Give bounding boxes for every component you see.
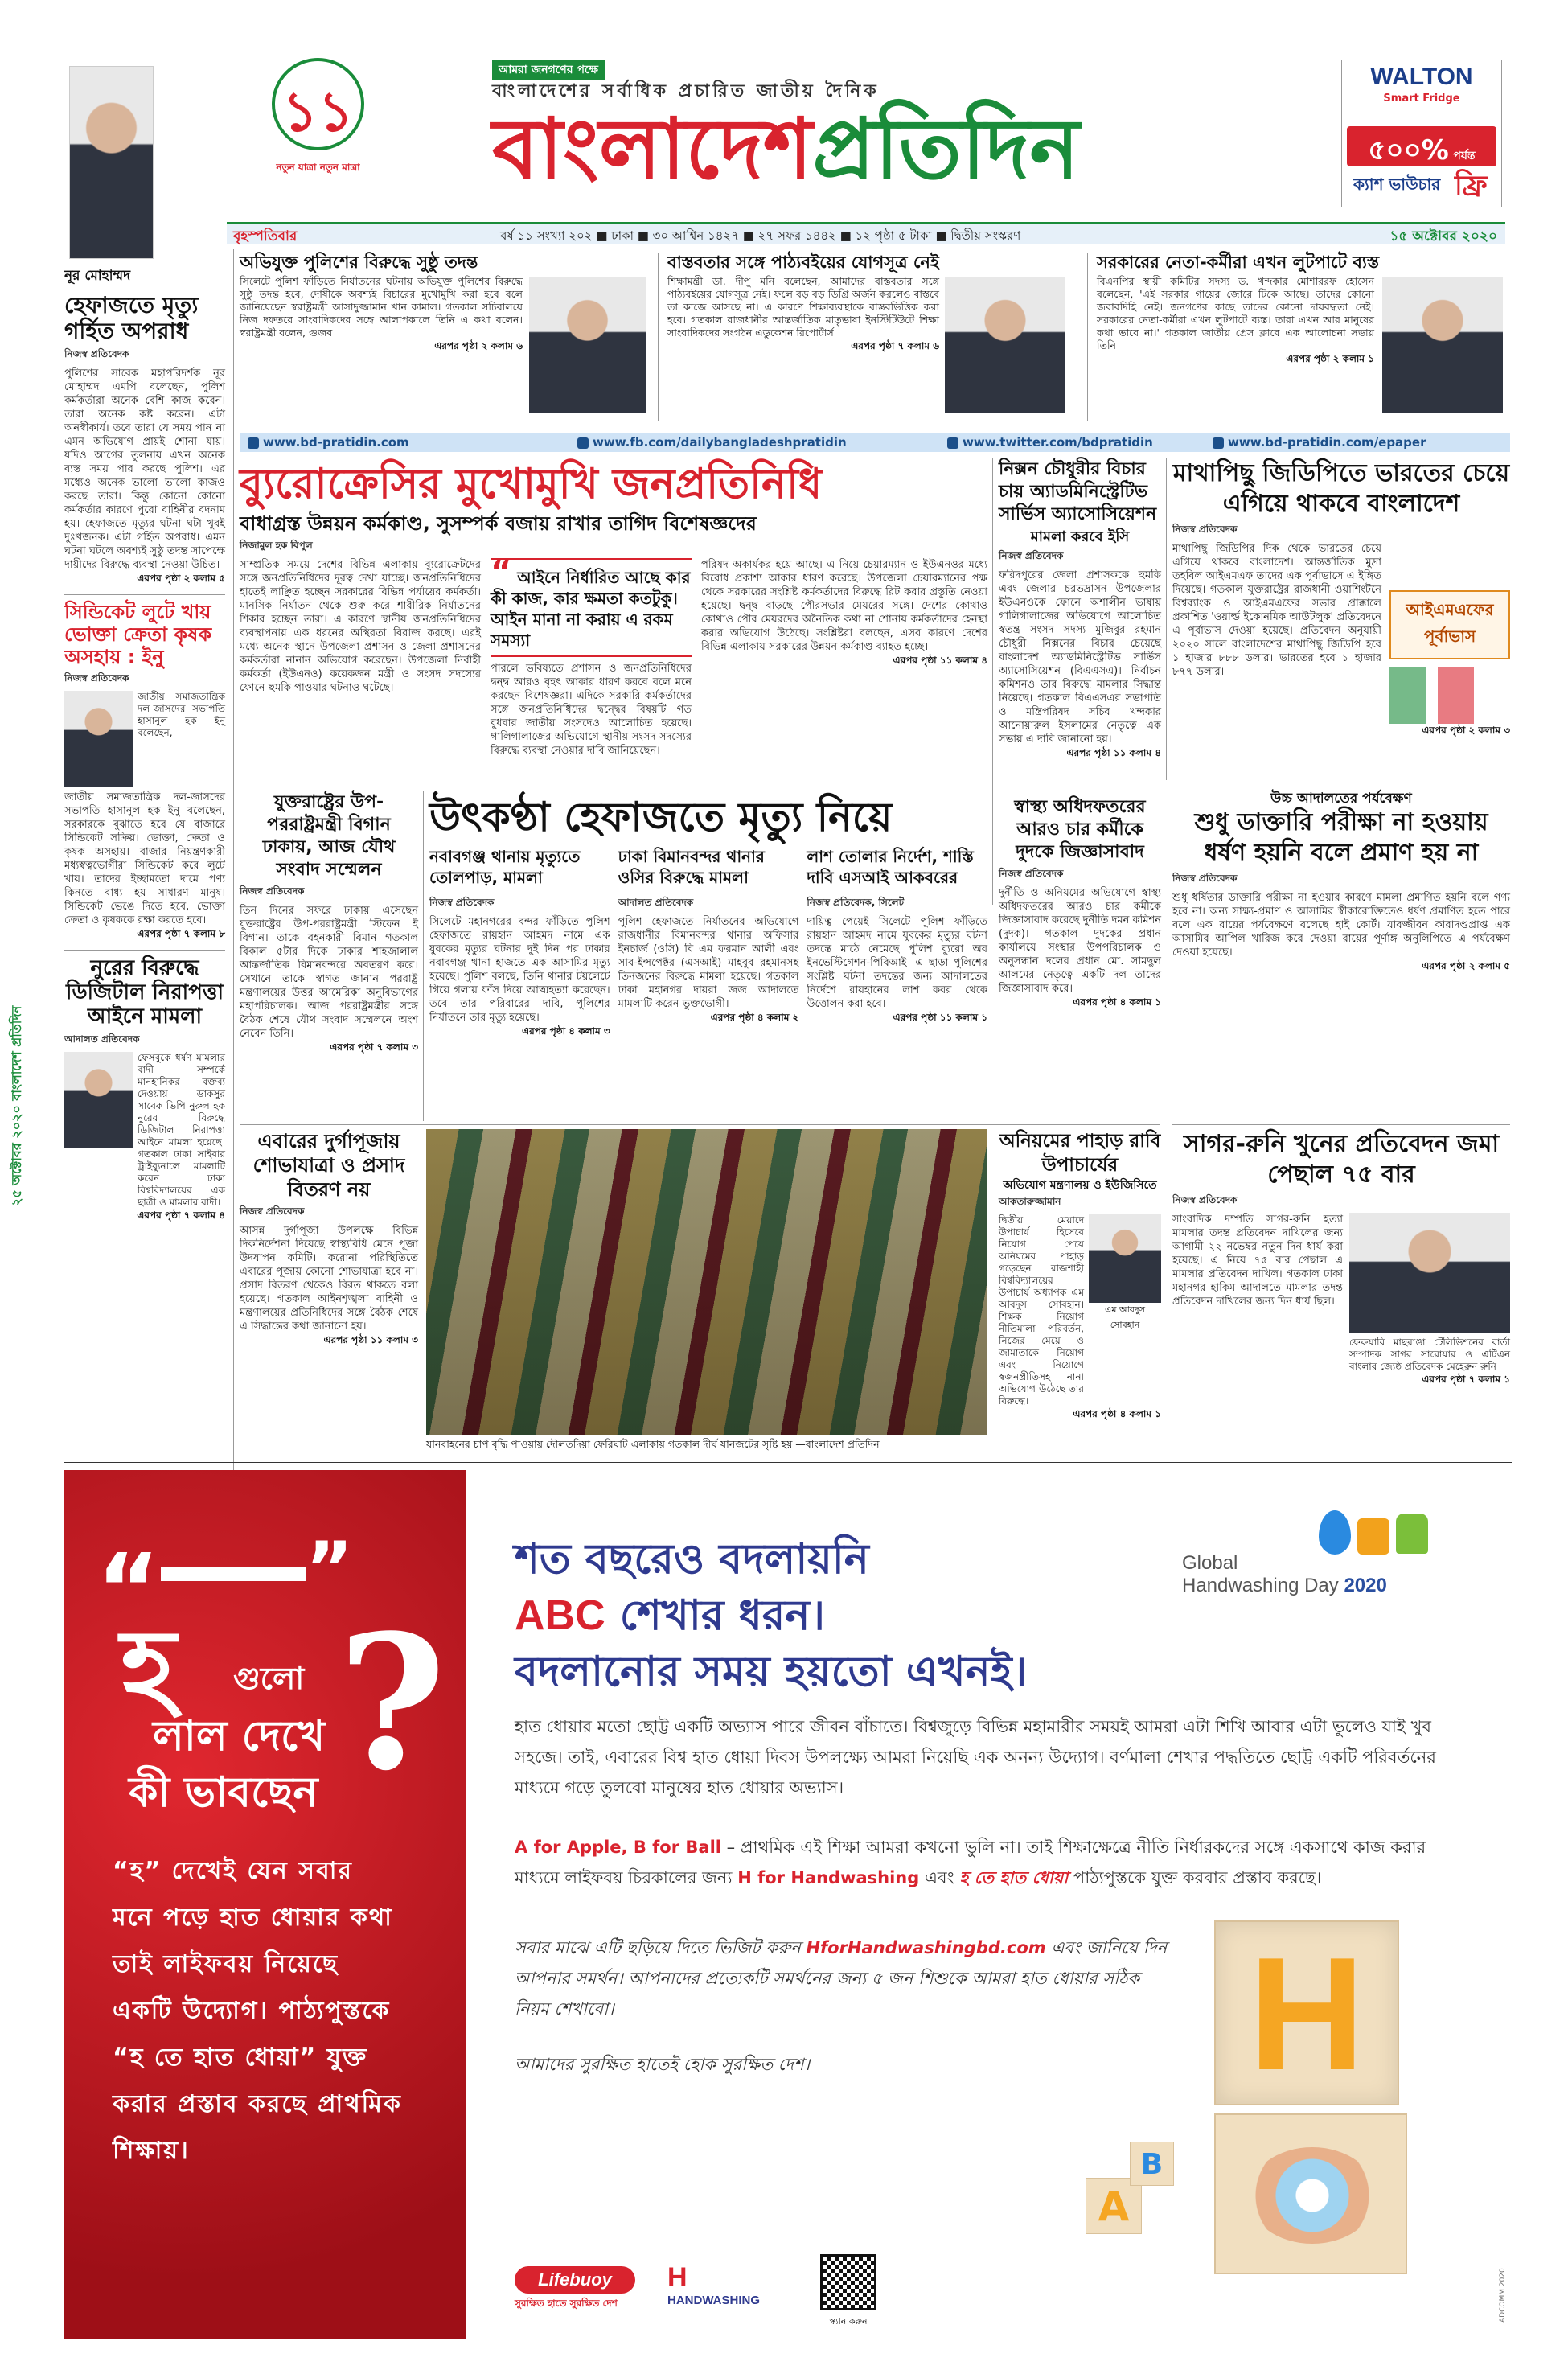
ad-paragraph-3-text: সবার মাঝে এটি ছড়িয়ে দিতে ভিজিট করুন — [515, 1938, 807, 1957]
story-sagar[interactable] — [1172, 1129, 1510, 1455]
ad-qline2: লাল দেখে — [153, 1712, 326, 1760]
story-byline: আকতারুজ্জামান — [999, 1196, 1061, 1208]
ad-big-letter: হ — [121, 1605, 176, 1728]
story-chowdhury-title: নিক্সন চৌধুরীর বিচার চায় অ্যাডমিনিস্ট্রেটিভ সার্ভিস অ্যাসোসিয়েশন — [999, 459, 1157, 524]
divider — [64, 1462, 1512, 1463]
tagline-top: আমরা জনগণের পক্ষে — [492, 60, 605, 80]
lead-text-3: পারলে ভবিষ্যতে প্রশাসন ও জনপ্রতিনিধিদের দ্বন্দ্ব আরও বৃহৎ আকার ধারণ করবে বলে মনে করছেন বিশেষজ্ঞরা। এদিকে সরকারি কর্মকর্তাদের সঙ্গে জনপ্রতিনিধিদের দ্বন্দ্বের বিষয়টি গত বুধবার জাতীয় সংসদেও আলোচিত হয়েছে। গালিগালাজের অভিযোগে স্থানীয় সংসদ সদস্যের বিরুদ্ধে ব্যবস্থা নেওয়ার দাবি জানিয়েছেন। — [491, 662, 692, 757]
issue-info: বর্ষ ১১ সংখ্যা ২০২ ■ ঢাকা ■ ৩০ আশ্বিন ১৪২৭ ■ ২৭ সফর ১৪৪২ ■ ১২ পৃষ্ঠা ৫ টাকা ■ দ্বিতীয় সংস্করণ — [500, 228, 1021, 243]
continuation: এরপর পৃষ্ঠা ২ কলাম ৫ — [1422, 959, 1510, 971]
story-durga[interactable] — [240, 1129, 418, 1455]
story-hefazat[interactable] — [429, 791, 987, 1121]
lead-subtitle: বাধাগ্রস্ত উন্নয়ন কর্মকাণ্ড, সুসম্পর্ক বজায় রাখার তাগিদ বিশেষজ্ঞদের — [240, 512, 757, 535]
story-byline: নিজস্ব প্রতিবেদক — [64, 672, 129, 684]
website-link[interactable] — [248, 435, 409, 450]
ad-paragraph-2-mid: এবং — [919, 1868, 960, 1887]
story-health-text: দুর্নীতি ও অনিয়মের অভিযোগে স্বাস্থ্য অধিদফতরের আরও চার কর্মীকে জিজ্ঞাসাবাদ করেছে দুর্নীতি দমন কমিশন (দুদক)। গতকাল দুদকের প্রধান কার্যালয়ে সংস্থার উপপরিচালক ও অনুসন্ধান দলের প্রধান মো. সামছুল আলমের নেতৃত্বে একটি দল তাদের জিজ্ঞাসাবাদ করে। — [999, 887, 1161, 995]
continuation: এরপর পৃষ্ঠা ১১ কলাম ১ — [893, 1012, 988, 1023]
story-court-kicker: উচ্চ আদালতের পর্যবেক্ষণ — [1270, 791, 1412, 807]
story-byline: নিজস্ব প্রতিবেদক — [429, 897, 495, 908]
continuation: এরপর পৃষ্ঠা ৭ কলাম ৮ — [137, 928, 225, 940]
ghd-year: 2020 — [1344, 1575, 1387, 1596]
lead-byline: নিজামুল হক বিপুল — [240, 539, 313, 551]
walton-ad[interactable] — [1341, 60, 1502, 207]
story-byline: নিজস্ব প্রতিবেদক — [64, 348, 129, 360]
story-health-title: স্বাস্থ্য অধিদফতরের আরও চার কর্মীকে দুদকে জিজ্ঞাসাবাদ — [1014, 797, 1146, 862]
water-drop-icon — [1319, 1510, 1351, 1555]
photo-caption: যানবাহনের চাপ বৃদ্ধি পাওয়ায় দৌলতদিয়া ফেরিঘাট এলাকায় গতকাল দীর্ঘ যানজটের সৃষ্টি হয় —বাংলাদেশ প্রতিদিন — [426, 1438, 880, 1450]
ad-headline-2-rest: শেখার ধরন। — [619, 1592, 825, 1640]
gdp-chart-icon — [1389, 667, 1510, 724]
ghd-line1: Global — [1182, 1552, 1238, 1574]
top-strip — [240, 253, 1510, 428]
story-hefazat-text-3: দায়িত্ব পেয়েই সিলেটে পুলিশ ফাঁড়িতে রায়হান আহমদ নামে যুবকের মৃত্যুর ঘটনা তদন্তে মাঠে নেমেছে পুলিশ ব্যুরো অব ইনভেস্টিগেশন-পিবিআই। এ ছাড়া পুলিশের সংশ্লিষ্ট ঘটনা তদন্তের জন্য আদালতের নির্দেশে রায়হানের লাশ কবর থেকে উত্তোলন করা হবে। — [807, 916, 988, 1010]
ghd-line2-text: Handwashing Day — [1182, 1575, 1339, 1596]
divider — [658, 253, 659, 421]
divider — [1087, 253, 1088, 421]
top-story-text: বিএনপির স্থায়ী কমিটির সদস্য ড. খন্দকার মোশাররফ হোসেন বলেছেন, 'এই সরকার গায়ের জোরে টিকে আছে। তাদের কোনো জবাবদিহি নেই। জনগণের কাছে তাদের কোনো দায়বদ্ধতা নেই। সরকারের নেতা-কর্মীরা এখন লুটপাটে ব্যস্ত। তারা এখন আর মানুষের কথা ভাবে না।' গতকাল জাতীয় প্রেস ক্লাবে এক আলোচনা সভায় তিনি — [1097, 275, 1374, 352]
qr-code[interactable] — [820, 2254, 876, 2310]
twitter-link-text: www.twitter.com/bdpratidin — [963, 435, 1153, 450]
imf-badge-text: আইএমএফের পূর্বাভাস — [1406, 600, 1494, 646]
tagline: বাংলাদেশের সর্বাধিক প্রচারিত জাতীয় দৈনিক — [492, 81, 880, 101]
top-story-1[interactable] — [240, 253, 650, 425]
story-court-text: শুধু ধর্ষিতার ডাক্তারি পরীক্ষা না হওয়ার কারণে মামলা প্রমাণিত হয়নি বলে গণ্য হবে না। অন্য সাক্ষ্য-প্রমাণ ও আসামির স্বীকারোক্তিতেও ধর্ষণ প্রমাণিত হতে পারে বলে এক রায়ের পর্যবেক্ষণে বলেছে হাই কোর্ট। যাবজ্জীবন কারাদণ্ডপ্রাপ্ত এক আসামির আপিল খারিজ করে দেওয়া রায়ের পূর্ণাঙ্গ অনুলিপিতে এ পর্যবেক্ষণ দেওয়া হয়েছে। — [1172, 891, 1510, 959]
lead-story[interactable] — [240, 458, 987, 780]
story-gdp-title: মাথাপিছু জিডিপিতে ভারতের চেয়ে এগিয়ে থাকবে বাংলাদেশ — [1172, 459, 1510, 518]
continuation: এরপর পৃষ্ঠা ৪ কলাম ১ — [1073, 1408, 1161, 1420]
globe-icon — [248, 437, 259, 449]
soap-icon — [1357, 1518, 1389, 1555]
ad-closing-quote: ” — [306, 1526, 354, 1611]
author-photo — [69, 66, 154, 259]
handwashing-logo[interactable] — [667, 2262, 788, 2307]
hand-icon — [1396, 1514, 1428, 1554]
walton-voucher: ক্যাশ ভাউচার — [1353, 175, 1441, 194]
ad-paragraph-2-text: – প্রাথমিক এই শিক্ষা আমরা কখনো ভুলি না। তাই শিক্ষাক্ষেত্রে নীতি নির্ধারকদের সঙ্গে একসাথে কাজ করার মাধ্যমে লাইফবয় চিরকালের জন্য — [515, 1838, 1426, 1887]
story-usa-text: তিন দিনের সফরে ঢাকায় এসেছেন যুক্তরাষ্ট্রের উপ-পররাষ্ট্রমন্ত্রী স্টিফেন ই বিগান। তাকে বহনকারী বিমান গতকাল বিকাল ৫টার দিকে ঢাকার শাহজালাল আন্তর্জাতিক বিমানবন্দরে অবতরণ করে। সেখানে তাকে স্বাগত জানান পররাষ্ট্র মন্ত্রণালয়ের উত্তর আমেরিকা অনুবিভাগের মহাপরিচালক। আজ পররাষ্ট্রমন্ত্রীর সঙ্গে বৈঠক শেষে যৌথ সংবাদ সম্মেলনে অংশ নেবেন তিনি। — [240, 905, 418, 1040]
date-bar — [227, 222, 1505, 244]
walton-product: Smart Fridge — [1383, 92, 1460, 105]
ad-paragraph-1: হাত ধোয়ার মতো ছোট্ট একটি অভ্যাস পারে জীবন বাঁচাতে। বিশ্বজুড়ে বিভিন্ন মহামারীর সময়ই আমরা এটা শিখি আবার এটা ভুলেও যাই খুব সহজে। তাই, এবারের বিশ্ব হাত ধোয়া দিবস উপলক্ষ্যে আমরা নিয়েছি এক অনন্য উদ্যোগ। বর্ণমালা শেখার পদ্ধতিতে ছোট্ট একটি পরিবর্তনের মাধ্যমে গড়ে তুলবো মানুষের হাত ধোয়ার অভ্যাস। — [515, 1717, 1436, 1797]
bnp-leader-photo — [1382, 277, 1503, 413]
story-hefazat-sub2: ঢাকা বিমানবন্দর থানার ওসির বিরুদ্ধে মামলা — [618, 847, 765, 887]
ad-paragraph-3-end: এবং জানিয়ে দিন আপনার সমর্থন। আপনাদের প্রত্যেকটি সমর্থনের জন্য ৫ জন শিশুকে আমরা হাত ধোয়ার সঠিক নিয়ম শেখাবো। — [515, 1938, 1168, 2019]
story-chowdhury-text: ফরিদপুরের জেলা প্রশাসককে হুমকি এবং জেলার চরভদ্রাসন উপজেলার ইউএনওকে ফোনে অশালীন ভাষায় গালিগালাজের অভিযোগে আলোচিত স্বতন্ত্র সংসদ সদস্য মুজিবুর রহমান চৌধুরী নিক্সনের বিচার চেয়েছে বাংলাদেশ অ্যাডমিনিস্ট্রেটিভ সার্ভিস অ্যাসোসিয়েশন (বিএএসএ)। নির্বাচন কমিশনও তার বিরুদ্ধে মামলার সিদ্ধান্ত নিয়েছে। গতকাল বিএএসএর সভাপতি ও মন্ত্রিপরিষদ সচিব খন্দকার আনোয়ারুল ইসলামের নেতৃত্বে এক সভায় এ দাবি জানানো হয়। — [999, 569, 1161, 745]
lead-quote — [491, 553, 692, 657]
story-byline: নিজস্ব প্রতিবেদক, সিলেট — [807, 897, 905, 908]
lead-title: ব্যুরোক্রেসির মুখোমুখি জনপ্রতিনিধি — [240, 459, 823, 508]
story-health[interactable] — [999, 796, 1161, 1118]
story-hefazat-sub1: নবাবগঞ্জ থানায় মৃত্যুতে তোলপাড়, মামলা — [429, 847, 581, 887]
ad-paragraph-2-end: পাঠ্যপুস্তকে যুক্ত করবার প্রস্তাব করছে। — [1068, 1868, 1322, 1887]
author-name: নূর মোহাম্মদ — [64, 268, 131, 284]
continuation: এরপর পৃষ্ঠা ৭ কলাম ১ — [1422, 1374, 1510, 1385]
global-handwashing-day-logo — [1182, 1510, 1447, 1607]
continuation: এরপর পৃষ্ঠা ১১ কলাম ৪ — [893, 654, 987, 666]
anniversary-caption: নতুন যাত্রা নতুন মাত্রা — [276, 162, 360, 173]
nur-photo — [64, 1052, 133, 1148]
continuation: এরপর পৃষ্ঠা ১১ কলাম ৪ — [1066, 746, 1161, 758]
story-hefazat-text-2: পুলিশ হেফাজতে নির্যাতনের অভিযোগে রাজধানীর বিমানবন্দর থানার অফিসার ইনচার্জ (ওসি) বি এম ফরমান আলী এবং সাব-ইন্সপেক্টর (এসআই) মাহবুব রহমানসহ তিনজনের বিরুদ্ধে মামলা হয়েছে। গতকাল ঢাকা মহানগর দায়রা জজ আদালতে মামলাটি করেন ভুক্তভোগী। — [618, 916, 799, 1010]
epaper-icon — [1213, 437, 1224, 449]
story-syndicate-text: জাতীয় সমাজতান্ত্রিক দল-জাসদের সভাপতি হাসানুল হক ইনু বলেছেন, সরকারকে বুঝাতে হবে যে বাজারে সিন্ডিকেট সক্রিয়। ভোক্তা, ক্রেতা ও কৃষক অসহায়। বাজার নিয়ন্ত্রণকারী মধ্যস্বত্বভোগীরা সিন্ডিকেট করে লুটে খায়। তাদের ইচ্ছামতো দামে পণ্য কিনতে বাধ্য হয় সাধারণ মানুষ। সিন্ডিকেট ভেঙে দিতে হবে, ভোক্তা ক্রেতা ও কৃষককে রক্ষা করতে হবে। — [64, 791, 225, 927]
web-strip — [240, 433, 1510, 452]
continuation: এরপর পৃষ্ঠা ৪ কলাম ১ — [1073, 996, 1161, 1008]
facebook-icon — [577, 437, 589, 449]
continuation: এরপর পৃষ্ঠা ২ কলাম ১ — [1286, 353, 1374, 365]
website-link-text: www.bd-pratidin.com — [263, 435, 409, 450]
inu-photo — [64, 691, 133, 787]
story-byline: নিজস্ব প্রতিবেদক — [999, 549, 1064, 561]
continuation: এরপর পৃষ্ঠা ৪ কলাম ২ — [710, 1012, 799, 1023]
story-nur-text: ফেসবুকে ধর্ষণ মামলার বাদী সম্পর্কে মানহানিকর বক্তব্য দেওয়ায় ডাকসুর সাবেক ভিপি নুরুল হক নুরের বিরুদ্ধে ডিজিটাল নিরাপত্তা আইনে মামলা হয়েছে। গতকাল ঢাকা সাইবার ট্রাইব্যুনালে মামলাটি করেন ঢাকা বিশ্ববিদ্যালয়ের এক ছাত্রী ও মামলার বাদী। — [138, 1051, 225, 1208]
walton-offer-suffix: পর্যন্ত — [1453, 150, 1476, 162]
divider — [1172, 1124, 1510, 1125]
quote-mark-icon: “ — [491, 553, 512, 591]
soapy-hands-icon — [1248, 2147, 1377, 2244]
vc-caption: এম আবদুস সোবহান — [1105, 1304, 1145, 1331]
story-sagar-title: সাগর-রুনি খুনের প্রতিবেদন জমা পেছাল ৭৫ বার — [1183, 1130, 1500, 1189]
ad-qline3: কী ভাবছেন — [129, 1768, 318, 1817]
ad-h-te-hat-dhoya: হ তে হাত ধোয়া — [959, 1868, 1069, 1887]
lifebuoy-tagline: সুরক্ষিত হাতে সুরক্ষিত দেশ — [515, 2298, 618, 2309]
continuation: এরপর পৃষ্ঠা ৭ কলাম ৪ — [137, 1209, 225, 1221]
divider — [992, 458, 993, 905]
story-chowdhury[interactable] — [999, 458, 1161, 780]
walton-brand: WALTON — [1370, 64, 1473, 90]
paper-title-part2: প্রতিদিন — [812, 99, 1080, 198]
story-byline: আদালত প্রতিবেদক — [64, 1033, 140, 1045]
lifebuoy-brand: Lifebuoy — [515, 2266, 635, 2294]
ad-quote-mark: “ — [96, 1534, 160, 1646]
story-durga-title: এবারের দুর্গাপূজায় শোভাযাত্রা ও প্রসাদ বিতরণ নয় — [252, 1130, 405, 1201]
story-byline: নিজস্ব প্রতিবেদক — [999, 868, 1064, 879]
story-byline: নিজস্ব প্রতিবেদক — [1172, 524, 1238, 535]
story-nur-title[interactable]: নুরের বিরুদ্ধে ডিজিটাল নিরাপত্তা আইনে মামলা — [66, 956, 224, 1029]
top-story-text: সিলেটে পুলিশ ফাঁড়িতে নির্যাতনের ঘটনায় অভিযুক্ত পুলিশের বিরুদ্ধে সুষ্ঠু তদন্ত হবে, দোষীকে অবশ্যই বিচারের মুখোমুখি করা হবে বলে জানিয়েছেন স্বরাষ্ট্রমন্ত্রী আসাদুজ্জামান খান কামাল। গতকাল সচিবালয়ে নিজ দফতরে সাংবাদিকদের সঙ্গে আলাপকালে তিনি এ কথা বলেন। স্বরাষ্ট্রমন্ত্রী বলেন, গুজব — [240, 275, 523, 339]
facebook-link-text: www.fb.com/dailybangladeshpratidin — [593, 435, 847, 450]
ad-main-panel — [466, 1470, 1512, 2339]
wooden-cube-hands — [1214, 2113, 1407, 2274]
continuation: এরপর পৃষ্ঠা ২ কলাম ৩ — [1422, 725, 1510, 736]
lead-text-1: সাম্প্রতিক সময়ে দেশের বিভিন্ন এলাকায় ব্যুরোক্রেটদের সঙ্গে জনপ্রতিনিধিদের দূরত্ব দেখা যাচ্ছে। জনপ্রতিনিধিদের হাতেই লাঞ্ছিত হচ্ছেন সরকারের বিভিন্ন পর্যায়ের কর্মকর্তা। মানসিক নির্যাতন থেকে শুরু করে শারীরিক নির্যাতনের শিকার হচ্ছেন তারা। এ কারণে স্থানীয় জনপ্রতিনিধিদের ব্যবস্থাপনায় এক ধরনের অস্থিরতা বিরাজ করছে। এরই মধ্যে অনেক স্থানে উপজেলা প্রশাসন ও জেলা প্রশাসনের কর্মকর্তারা নানান অভিযোগ করেছেন। উপজেলা নির্বাহী কর্মকর্তা (ইউএনও) কয়েকজন মন্ত্রী ও সংসদ সদস্যের ফোনে হুমকি পাওয়ার ঘটনাও ঘটেছে। — [240, 558, 481, 694]
story-chowdhury-subtitle: মামলা করবে ইসি — [1030, 528, 1130, 545]
story-hefazat-sub3: লাশ তোলার নির্দেশ, শাস্তি দাবি এসআই আকবরের — [807, 847, 974, 887]
top-story-2[interactable] — [667, 253, 1077, 425]
continuation: এরপর পৃষ্ঠা ৭ কলাম ৬ — [851, 340, 939, 352]
story-syndicate-title[interactable]: সিন্ডিকেট লুটে খায় ভোক্তা ক্রেতা কৃষক অসহায় : ইনু — [64, 601, 212, 668]
epaper-link[interactable] — [1213, 435, 1426, 450]
imf-badge — [1389, 590, 1510, 659]
ad-website-link[interactable]: HforHandwashingbd.com — [806, 1938, 1046, 1957]
wooden-cube-h — [1214, 1920, 1399, 2105]
divider — [423, 791, 424, 1121]
continuation: এরপর পৃষ্ঠা ১১ কলাম ৩ — [323, 1334, 418, 1345]
education-minister-photo — [945, 277, 1065, 413]
cube-b-letter: B — [1140, 2148, 1164, 2181]
ad-red-panel — [64, 1470, 466, 2339]
twitter-link[interactable] — [947, 435, 1153, 450]
wooden-cube-b — [1130, 2142, 1174, 2186]
ad-side-code: ADCOMM 2020 — [1499, 2268, 1507, 2323]
masthead — [0, 0, 1568, 221]
top-story-title: অভিযুক্ত পুলিশের বিরুদ্ধে সুষ্ঠু তদন্ত — [240, 253, 478, 272]
ad-paragraph-3 — [515, 1932, 1174, 2024]
story-byline: নিজস্ব প্রতিবেদক — [1172, 872, 1238, 884]
ad-abc: ABC — [515, 1592, 605, 1639]
ghd-line2 — [1182, 1575, 1387, 1597]
top-story-text: শিক্ষামন্ত্রী ডা. দীপু মনি বলেছেন, আমাদের বাস্তবতার সঙ্গে পাঠ্যবইয়ের যোগসূত্র নেই। ফলে বড় বড় ডিগ্রি অর্জন করলেও বাস্তবে তা কাজে আসছে না। এ কারণে শিক্ষাব্যবস্থাকে বাস্তবভিত্তিক করা হবে। গতকাল রাজধানীর আন্তর্জাতিক মাতৃভাষা ইনস্টিটিউটে শিক্ষা সাংবাদিকদের সংগঠন এডুকেশন রিপোর্টার্স — [667, 275, 939, 339]
top-story-title: বাস্তবতার সঙ্গে পাঠ্যবইয়ের যোগসূত্র নেই — [667, 253, 939, 272]
walton-offer-value: ৫০০% — [1368, 134, 1449, 166]
minister-photo — [529, 277, 646, 413]
ad-headline-1: শত বছরেও বদলায়নি — [515, 1535, 869, 1583]
anniversary-logo — [256, 58, 380, 187]
story-hefazat-text-1: সিলেটে মহানগরের বন্দর ফাঁড়িতে পুলিশ হেফাজতে রায়হান আহমদ নামে এক যুবকের মৃত্যুর ঘটনার দুই দিন পর ঢাকার নবাবগঞ্জ থানা হাজতে এক আসামির মৃত্যু হয়েছে। পুলিশ বলছে, তিনি থানার টয়লেটে গিয়ে গলায় ফাঁস দিয়ে আত্মহত্যা করেছেন। তবে তার পরিবারের দাবি, পুলিশের নির্যাতনে তার মৃত্যু হয়েছে। — [429, 916, 610, 1024]
twitter-icon — [947, 437, 958, 449]
ad-qline1: গুলো — [233, 1661, 305, 1696]
ad-headline-3: বদলানোর সময় হয়তো এখনই। — [515, 1648, 1028, 1696]
story-hefazat-crime-text: পুলিশের সাবেক মহাপরিদর্শক নূর মোহাম্মদ এমপি বলেছেন, পুলিশ কর্মকর্তারা অনেক বেশি কাজ করেন। তারা অনেক কষ্ট করেন। এটা অনস্বীকার্য। তবে তারা যে সময় পান না এমন অভিযোগ প্রায়ই শোনা যায়। যদিও আগের তুলনায় এখন অনেক ব্যস্ত সময় পার করছে পুলিশ। এর মধ্যেও অনেক ভালো ভালো কাজও করছে তারা। কিন্তু কোনো কোনো কর্মকর্তার কারণে পুরো বাহিনীর বদনাম হয়। হেফাজতে মৃত্যুর ঘটনা ঘটা খুবই দুঃখজনক। এটা গর্হিত অপরাধ। এমন ঘটনা ঘটলে অবশ্যই সুষ্ঠু তদন্ত সাপেক্ষে দায়ীদের বিরুদ্ধে ব্যবস্থা নেওয়া উচিত। — [64, 368, 225, 572]
ad-question-mark: ? — [338, 1595, 446, 1812]
story-sagar-text: সাংবাদিক দম্পতি সাগর-রুনি হত্যা মামলার তদন্ত প্রতিবেদন দাখিলের জন্য আগামী ২২ নভেম্বর নতুন দিন ধার্য করা হয়েছে। এ নিয়ে ৭৫ বার পেছাল এ মামলার প্রতিবেদন দাখিল। গতকাল ঢাকা মহানগর হাকিম আদালতে মামলার তদন্ত প্রতিবেদন দাখিলের জন্য দিন ধার্য ছিল। — [1172, 1214, 1343, 1308]
anniversary-number: ১১ — [282, 80, 354, 144]
story-hefazat-crime-title[interactable]: হেফাজতে মৃত্যু গর্হিত অপরাধ — [64, 292, 199, 345]
story-court[interactable] — [1172, 791, 1510, 1113]
story-rabi-text: দ্বিতীয় মেয়াদে উপাচার্য হিসেবে নিয়োগ পেয়ে অনিয়মের পাহাড় গড়েছেন রাজশাহী বিশ্ববিদ্যালয়ের উপাচার্য অধ্যাপক এম আবদুস সোবহান। শিক্ষক নিয়োগ নীতিমালা পরিবর্তন, নিজের মেয়ে ও জামাতাকে নিয়োগ এবং নিয়োগে স্বজনপ্রীতিসহ নানা অভিযোগ উঠেছে তার বিরুদ্ধে। — [999, 1214, 1084, 1407]
story-durga-text: আসন্ন দুর্গাপূজা উপলক্ষে বিভিন্ন দিকনির্দেশনা দিয়েছে স্বাস্থ্যবিধি মেনে পূজা উদযাপন কমিটি। করোনা পরিস্থিতিতে এবারের পূজায় কোনো শোভাযাত্রা হবে না। প্রসাদ বিতরণ থেকেও বিরত থাকতে বলা হয়েছে। গতকাল আইনশৃঙ্খলা বাহিনী ও মন্ত্রণালয়ের প্রতিনিধিদের সঙ্গে বৈঠক শেষে এ সিদ্ধান্তের কথা জানানো হয়। — [240, 1225, 418, 1333]
vc-photo — [1089, 1214, 1161, 1303]
story-byline: আদালত প্রতিবেদক — [618, 897, 694, 908]
continuation: এরপর পৃষ্ঠা ২ কলাম ৬ — [434, 340, 523, 352]
qr-caption: স্ক্যান করুন — [829, 2316, 868, 2327]
side-date-text: ২৫ অক্টোবর ২০২০ বাংলাদেশ প্রতিদিন — [9, 1005, 24, 1206]
sagar-photo-caption: ফেব্রুয়ারি মাছরাঙা টেলিভিশনের বার্তা সম্পাদক সাগর সারোয়ার ও এটিএন বাংলার জ্যেষ্ঠ প্রতিবেদক মেহেরুন রুনি — [1349, 1337, 1510, 1372]
lead-quote-text: আইনে নির্ধারিত আছে কার কী কাজ, কার ক্ষমতা কতটুকু। আইন মানা না করায় এ রকম সমস্যা — [491, 567, 691, 650]
cube-a-letter: A — [1098, 2183, 1130, 2230]
ad-left-paragraph: “হ” দেখেই যেন সবার মনে পড়ে হাত ধোয়ার কথা তাই লাইফবয় নিয়েছে একটি উদ্যোগ। পাঠ্যপুস্তকে “হ তে হাত ধোয়া” যুক্ত করার প্রস্তাব করছে প্রাথমিক শিক্ষায়। — [113, 1857, 402, 2165]
weekday: বৃহস্পতিবার — [233, 228, 298, 244]
continuation: এরপর পৃষ্ঠা ২ কলাম ৫ — [137, 573, 225, 585]
lifebuoy-ad[interactable] — [64, 1470, 1512, 2339]
story-rabi-title: অনিয়মের পাহাড় রাবি উপাচার্যের — [999, 1131, 1161, 1176]
lead-text-2: পরিষদ অকার্যকর হয়ে আছে। এ নিয়ে চেয়ারম্যান ও ইউএনওর মধ্যে বিরোধ প্রকাশ্য আকার ধারণ করেছে। উপজেলা চেয়ারম্যানের পক্ষ থেকে সরকারের সংশ্লিষ্ট কর্মকর্তাদের বিরুদ্ধে রিট করার প্রস্তুতি নেওয়া হয়েছে। দ্বন্দ্ব বাড়ছে পৌরসভার মেয়রের সঙ্গে। দেশের কোথাও কোথাও পৌর মেয়রদের অনৈতিক কথা না শোনায় কর্মকর্তাদের হেনস্থা করার অভিযোগ উঠেছে। সংশ্লিষ্টরা বলছেন, এসব কারণে দেশের বিভিন্ন এলাকায় সরকারের উন্নয়ন কর্মকাণ্ড ব্যাহত হচ্ছে। — [701, 558, 987, 653]
story-byline: নিজস্ব প্রতিবেদক — [240, 1205, 305, 1217]
sagar-runi-photo — [1349, 1213, 1510, 1333]
ad-paragraph-4: আমাদের সুরক্ষিত হাতেই হোক সুরক্ষিত দেশ। — [515, 2055, 811, 2074]
story-byline: নিজস্ব প্রতিবেদক — [1172, 1194, 1238, 1205]
ad-h-for-handwashing: H for Handwashing — [737, 1868, 920, 1887]
divider — [1166, 458, 1167, 780]
ad-apple-ball: A for Apple, B for Ball — [515, 1838, 721, 1857]
story-syndicate-text-a: জাতীয় সমাজতান্ত্রিক দল-জাসদের সভাপতি হাসানুল হক ইনু বলেছেন, — [138, 691, 225, 739]
walton-free: ফ্রি — [1455, 170, 1488, 202]
divider — [999, 1124, 1160, 1125]
story-byline: নিজস্ব প্রতিবেদক — [240, 885, 305, 897]
cube-h-letter: H — [1248, 1924, 1365, 2104]
ferry-ghat-photo — [426, 1129, 987, 1435]
top-story-3[interactable] — [1097, 253, 1508, 425]
story-court-title: শুধু ডাক্তারি পরীক্ষা না হওয়ায় ধর্ষণ হয়নি বলে প্রমাণ হয় না — [1194, 807, 1488, 867]
h-logo: H — [667, 2262, 688, 2293]
story-gdp-text: মাথাপিছু জিডিপির দিক থেকে ভারতের চেয়ে এগিয়ে থাকবে বাংলাদেশ। আন্তর্জাতিক মুদ্রা তহবিল আইএমএফ তাদের এক পূর্বাভাসে এ ইঙ্গিত দিয়েছে। গতকাল যুক্তরাষ্ট্রের রাজধানী ওয়াশিংটনে বিশ্বব্যাংক ও আইএমএফের সভার প্রাক্কালে প্রকাশিত 'ওয়ার্ল্ড ইকোনমিক আউটলুক' প্রতিবেদনে এ পূর্বাভাস দেওয়া হয়েছে। প্রতিবেদন অনুযায়ী ২০২০ সালে বাংলাদেশের মাথাপিছু জিডিপি হবে ১ হাজার ৮৮৮ ডলার। ভারতের হবে ১ হাজার ৮৭৭ ডলার। — [1172, 543, 1381, 678]
story-hefazat-title: উৎকণ্ঠা হেফাজতে মৃত্যু নিয়ে — [429, 793, 893, 840]
ad-paragraph-2 — [515, 1832, 1447, 1893]
issue-date: ১৫ অক্টোবর ২০২০ — [1389, 228, 1497, 244]
paper-title — [492, 97, 1079, 201]
epaper-link-text: www.bd-pratidin.com/epaper — [1228, 435, 1426, 450]
continuation: এরপর পৃষ্ঠা ৪ কলাম ৩ — [521, 1025, 610, 1037]
h-logo-sub: HANDWASHING — [667, 2294, 760, 2307]
continuation: এরপর পৃষ্ঠা ৭ কলাম ৩ — [330, 1041, 418, 1053]
story-usa-title: যুক্তরাষ্ট্রের উপ-পররাষ্ট্রমন্ত্রী বিগান ঢাকায়, আজ যৌথ সংবাদ সম্মেলন — [262, 792, 396, 880]
story-gdp[interactable] — [1172, 458, 1510, 780]
top-story-title: সরকারের নেতা-কর্মীরা এখন লুটপাটে ব্যস্ত — [1097, 253, 1380, 272]
story-rabi[interactable] — [999, 1129, 1161, 1455]
story-rabi-subtitle: অভিযোগ মন্ত্রণালয় ও ইউজিসিতে — [1003, 1179, 1157, 1192]
paper-title-part1: বাংলাদেশ — [492, 99, 813, 198]
facebook-link[interactable] — [577, 435, 847, 450]
lifebuoy-logo[interactable] — [515, 2266, 635, 2313]
